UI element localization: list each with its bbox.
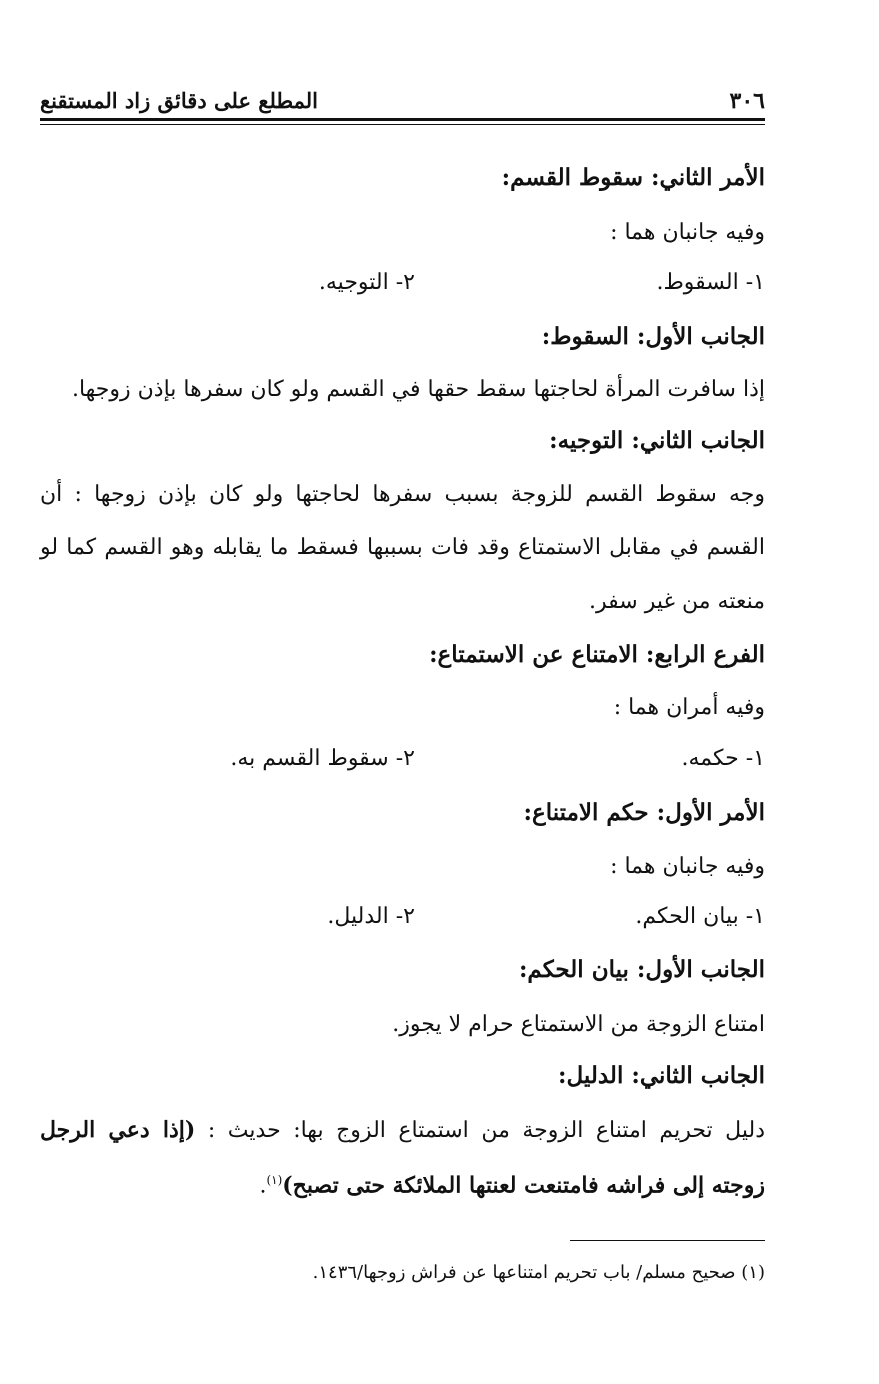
paragraph-2-line-1: وجه سقوط القسم للزوجة بسبب سفرها لحاجتها ولو كان بإذن زوجها : أن [40, 482, 765, 507]
header-rule-thin [40, 124, 765, 125]
book-title: المطلع على دقائق زاد المستقنع [40, 88, 319, 113]
paragraph-4-line-1 [40, 1115, 765, 1146]
sentence-end: . [259, 1173, 267, 1199]
paragraph-2-line-2: القسم في مقابل الاستمتاع وقد فات بسببها فسقط ما يقابله وهو القسم كما لو [40, 535, 765, 560]
intro-line-1: وفيه جانبان هما : [610, 220, 765, 245]
heading-janib-1a: الجانب الأول: السقوط: [541, 323, 765, 350]
page-number: ٣٠٦ [729, 88, 765, 114]
book-page [40, 0, 765, 1384]
list-1-item-a: ١- السقوط. [656, 270, 765, 295]
paragraph-2-line-3: منعته من غير سفر. [589, 589, 765, 614]
list-2-item-b: ٢- سقوط القسم به. [230, 746, 415, 771]
list-2-item-a: ١- حكمه. [681, 746, 765, 771]
header-rule-thick [40, 118, 765, 121]
paragraph-1: إذا سافرت المرأة لحاجتها سقط حقها في القسم ولو كان سفرها بإذن زوجها. [71, 377, 765, 402]
list-1-item-b: ٢- التوجيه. [318, 270, 415, 295]
footnote-separator [570, 1240, 765, 1241]
footnote-ref[interactable]: (١) [266, 1173, 283, 1187]
hadith-quote-end: زوجته إلى فراشه فامتنعت لعنتها الملائكة حتى تصبح) [282, 1172, 765, 1199]
intro-line-2: وفيه أمران هما : [613, 695, 765, 720]
hadith-quote-start: (إذا دعي الرجل [40, 1117, 196, 1143]
paragraph-4-text: دليل تحريم امتناع الزوجة من استمتاع الزوج بها: حديث : [195, 1118, 765, 1143]
list-3-item-a: ١- بيان الحكم. [635, 904, 765, 929]
heading-janib-2b: الجانب الثاني: الدليل: [558, 1062, 765, 1089]
heading-janib-2a: الجانب الثاني: التوجيه: [549, 427, 765, 454]
list-3-item-b: ٢- الدليل. [327, 904, 415, 929]
heading-far-4: الفرع الرابع: الامتناع عن الاستمتاع: [429, 641, 765, 668]
heading-amr-2: الأمر الثاني: سقوط القسم: [501, 164, 765, 191]
paragraph-4-line-2 [40, 1165, 765, 1201]
footnote-1: (١) صحيح مسلم/ باب تحريم امتناعها عن فراش زوجها/١٤٣٦. [312, 1262, 765, 1283]
intro-line-3: وفيه جانبان هما : [610, 854, 765, 879]
heading-janib-1b: الجانب الأول: بيان الحكم: [518, 956, 765, 983]
running-header [40, 88, 765, 118]
paragraph-3: امتناع الزوجة من الاستمتاع حرام لا يجوز. [392, 1012, 765, 1037]
heading-amr-1: الأمر الأول: حكم الامتناع: [523, 799, 765, 826]
